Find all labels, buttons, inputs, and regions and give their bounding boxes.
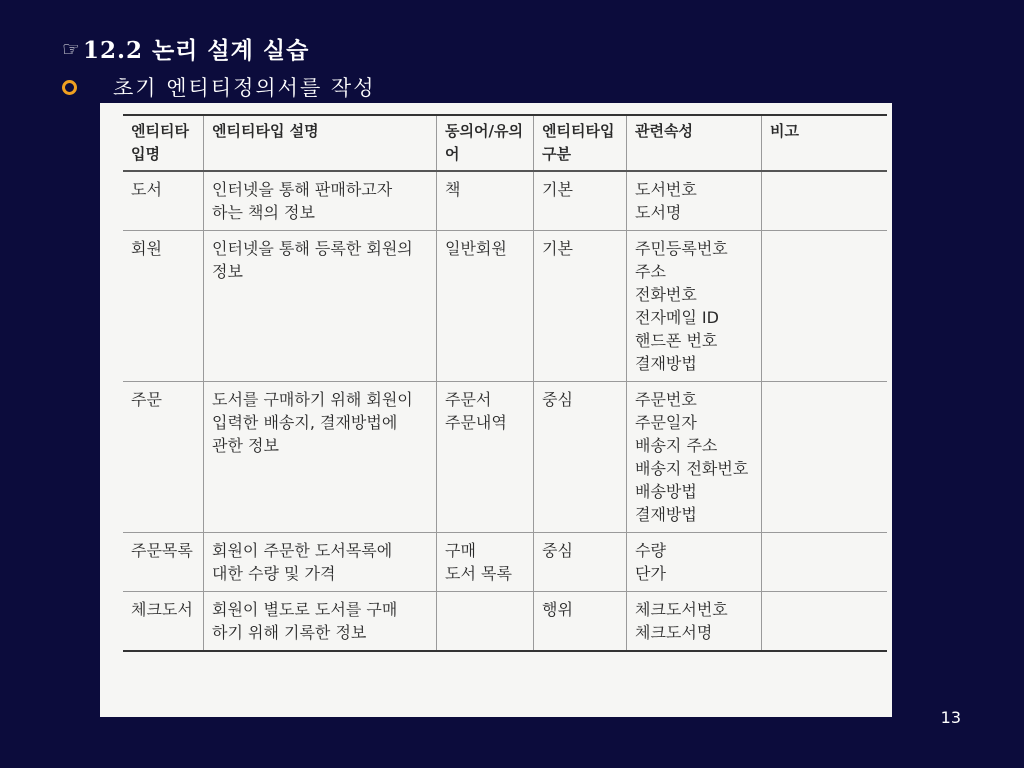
table-row [123, 533, 887, 592]
cell-entity-name: 도서 [123, 171, 204, 231]
column-header-entity-description: 엔티티타입 설명 [204, 115, 437, 171]
cell-related-attributes: 주민등록번호 주소 전화번호 전자메일 ID 핸드폰 번호 결재방법 [627, 231, 762, 382]
cell-entity-description: 인터넷을 통해 판매하고자 하는 책의 정보 [204, 171, 437, 231]
cell-remarks [762, 592, 888, 652]
bullet-text: 초기 엔티티정의서를 작성 [113, 76, 376, 100]
cell-entity-type: 기본 [534, 171, 627, 231]
cell-entity-description: 도서를 구매하기 위해 회원이 입력한 배송지, 결재방법에 관한 정보 [204, 382, 437, 533]
cell-synonym [437, 592, 534, 652]
cell-remarks [762, 231, 888, 382]
bullet-circle-icon [62, 80, 77, 95]
cell-synonym: 일반회원 [437, 231, 534, 382]
cell-entity-name: 체크도서 [123, 592, 204, 652]
cell-entity-description: 회원이 별도로 도서를 구매 하기 위해 기록한 정보 [204, 592, 437, 652]
bullet-item [62, 72, 376, 102]
column-header-entity-name: 엔티티타입명 [123, 115, 204, 171]
cell-entity-description: 회원이 주문한 도서목록에 대한 수량 및 가격 [204, 533, 437, 592]
cell-remarks [762, 533, 888, 592]
cell-entity-type: 기본 [534, 231, 627, 382]
cell-entity-name: 주문목록 [123, 533, 204, 592]
cell-entity-type: 중심 [534, 533, 627, 592]
column-header-entity-type: 엔티티타입구분 [534, 115, 627, 171]
cell-synonym: 주문서 주문내역 [437, 382, 534, 533]
cell-synonym: 책 [437, 171, 534, 231]
entity-definition-sheet [100, 103, 892, 717]
cell-entity-type: 행위 [534, 592, 627, 652]
column-header-related-attributes: 관련속성 [627, 115, 762, 171]
slide-title: 12.2 논리 설계 실습 [82, 37, 310, 64]
cell-related-attributes: 도서번호 도서명 [627, 171, 762, 231]
slide-heading [62, 32, 309, 65]
page-number: 13 [940, 708, 961, 727]
table-body [123, 171, 887, 651]
table-header-row [123, 115, 887, 171]
cell-entity-name: 회원 [123, 231, 204, 382]
cell-entity-name: 주문 [123, 382, 204, 533]
cell-remarks [762, 382, 888, 533]
cell-remarks [762, 171, 888, 231]
cell-related-attributes: 주문번호 주문일자 배송지 주소 배송지 전화번호 배송방법 결재방법 [627, 382, 762, 533]
table-row [123, 592, 887, 652]
cell-entity-type: 중심 [534, 382, 627, 533]
cell-related-attributes: 수량 단가 [627, 533, 762, 592]
cell-related-attributes: 체크도서번호 체크도서명 [627, 592, 762, 652]
table-row [123, 382, 887, 533]
entity-definition-table [123, 114, 887, 652]
pointing-hand-icon: ☞ [62, 36, 81, 61]
cell-entity-description: 인터넷을 통해 등록한 회원의 정보 [204, 231, 437, 382]
column-header-remarks: 비고 [762, 115, 888, 171]
table-row [123, 171, 887, 231]
cell-synonym: 구매 도서 목록 [437, 533, 534, 592]
column-header-synonym: 동의어/유의어 [437, 115, 534, 171]
table-row [123, 231, 887, 382]
